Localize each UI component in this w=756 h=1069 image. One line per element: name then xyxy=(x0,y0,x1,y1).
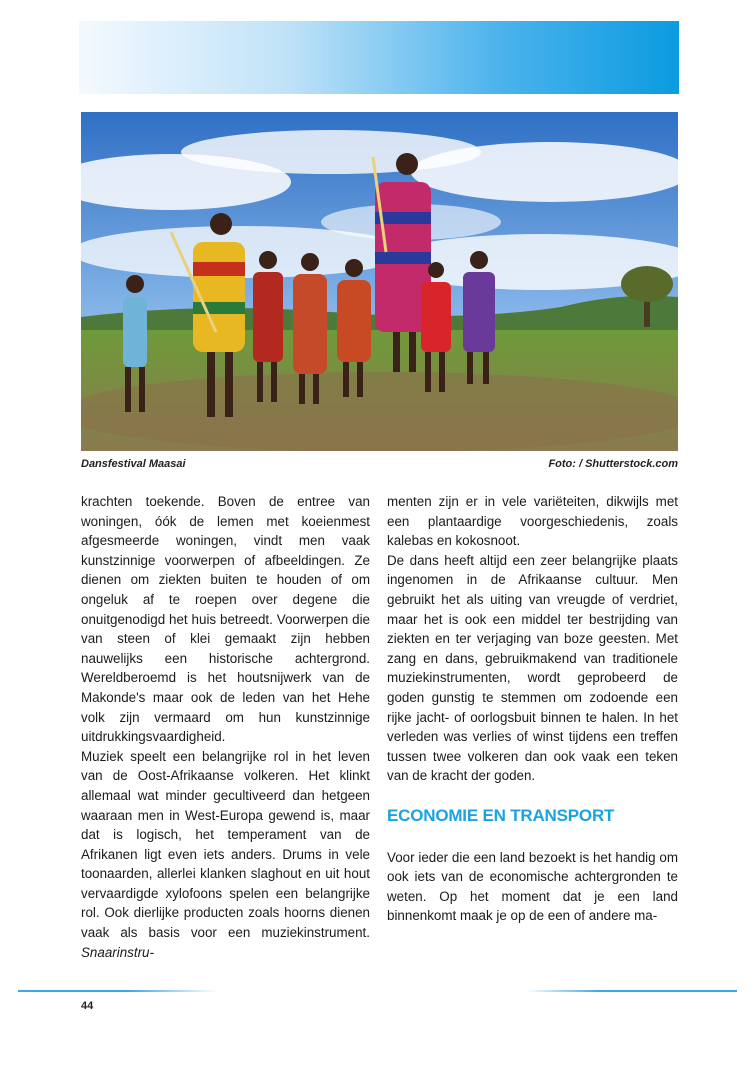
header-color-band xyxy=(79,21,679,94)
paragraph: Voor ieder die een land bezoekt is het handig om ook iets van de economische achtergronden te weten. Op het moment dat je een land binnenkomt maak je op de een of andere ma- xyxy=(387,849,678,924)
paragraph: menten zijn er in vele variëteiten, dikwijls met een plantaardige voorgeschiedenis, zoals kalebas en kokosnoot. xyxy=(387,494,678,549)
paragraph-italic-text: Snaarinstru- xyxy=(81,944,154,960)
right-text-column xyxy=(387,492,678,926)
section-heading: ECONOMIE EN TRANSPORT xyxy=(387,805,615,825)
page-number: 44 xyxy=(81,1000,94,1012)
footer-divider-left xyxy=(18,990,218,992)
paragraph-text: Muziek speelt een belangrijke rol in het leven van de Oost-Afrikaanse volkeren. Het klinkt allemaal wat minder gecultiveerd dan hetgeen waaraan men in West-Europa gewend is, maar dat is logisch, het temperament van de Afrikanen ligt even iets anders. Drums in vele toonaarden, allerlei klanken slaghout en uit hout vervaardigde xylofoons spelen een belangrijke rol. Ook dierlijke producten zoals hoorns dienen vaak als basis voor een muziekinstrument. xyxy=(81,748,370,941)
photo-credit: Foto: / Shutterstock.com xyxy=(548,458,678,470)
paragraph: De dans heeft altijd een zeer belangrijke plaats ingenomen in de Afrikaanse cultuur. Men gebruikt het als uiting van vreugde of verdriet, maar het is ook een middel ter bestrijding van ziekten en ter verjaging van boze geesten. Met zang en dans, gebruikmakend van traditionele muziekinstrumenten, wordt geprobeerd de goden gunstig te stemmen om zodoende een rijke jacht- of oorlogsbuit binnen te halen. In het verleden was verlies of winst tijdens een treffen tussen twee volkeren dan ook vaak een teken van de kracht der goden. xyxy=(387,552,678,784)
footer-divider-right xyxy=(525,990,737,992)
paragraph: krachten toekende. Boven de entree van woningen, óók de lemen met koeienmest afgesmeerde woningen, vindt men vaak kunstzinnige voorwerpen of afbeeldingen. Ze dienen om ziekten buiten te houden of om ongeluk af te roepen over degene die onuitgenodigd het huis betreedt. Voorwerpen die van steen of klei gemaakt zijn hebben nauwelijks een historische achtergrond. Wereldberoemd is het houtsnijwerk van de Makonde's maar ook de leden van het Hehe volk zijn vermaard om hun kunstzinnige uitdrukkingsvaardigheid. xyxy=(81,494,370,745)
photo-caption: Dansfestival Maasai xyxy=(81,458,186,470)
paragraph xyxy=(81,747,370,963)
maasai-dance-photo xyxy=(81,112,678,451)
left-text-column xyxy=(81,492,370,962)
